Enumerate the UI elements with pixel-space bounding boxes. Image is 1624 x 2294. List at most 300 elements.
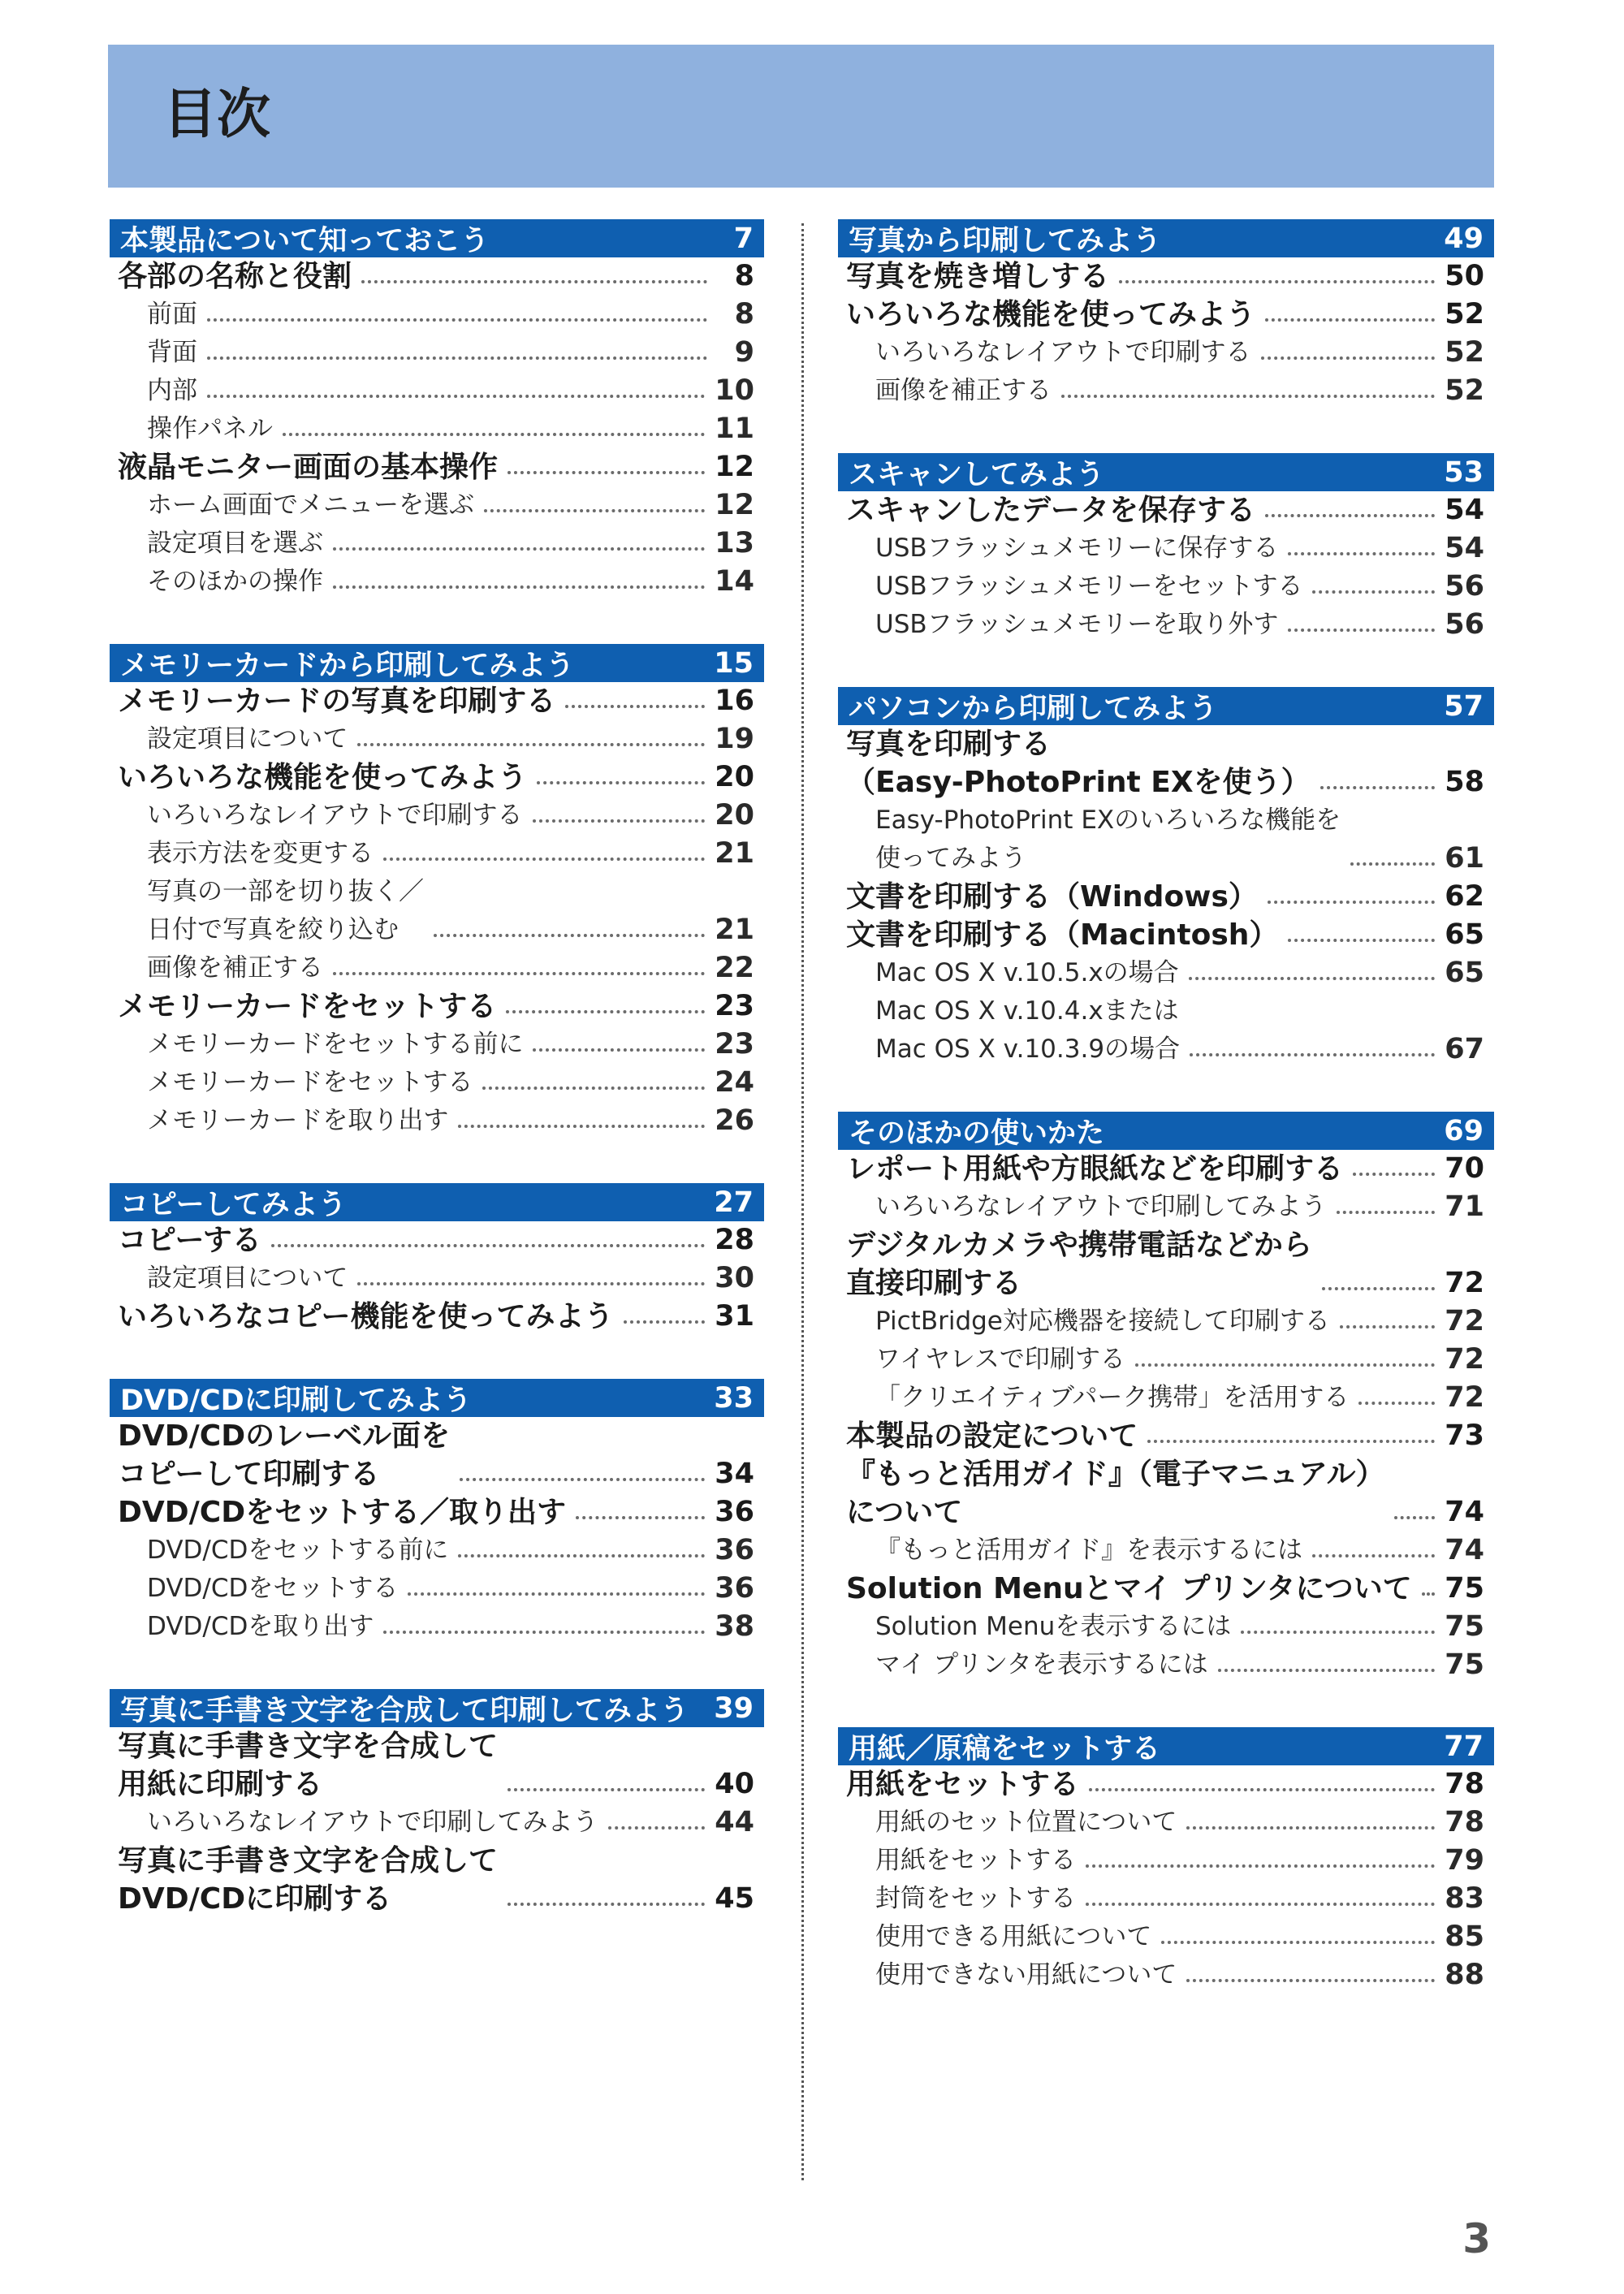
entry-title: 背面 [147,338,197,367]
toc-subentry[interactable] [838,1956,1494,1994]
dot-leader [1288,629,1435,632]
toc-subentry[interactable] [110,296,764,334]
dot-leader [1218,1669,1436,1672]
entry-title: そのほかの操作 [147,567,323,596]
toc-section [110,219,764,601]
toc-subentry[interactable] [838,1646,1494,1684]
entry-page-number: 52 [1445,336,1484,369]
page-number: 3 [1462,2215,1491,2262]
entry-title: 『もっと活用ガイド』を表示するには [875,1536,1303,1565]
entry-page-number: 74 [1445,1496,1484,1528]
entry-page-number: 36 [715,1572,754,1605]
entry-title: 文書を印刷する（Macintosh） [846,918,1279,952]
dot-leader [1422,1592,1435,1596]
dot-leader [207,395,705,398]
entry-title: 操作パネル [147,414,273,443]
dot-leader [565,705,705,708]
toc-entry[interactable] [110,1493,764,1531]
entry-page-number: 23 [715,990,754,1022]
entry-page-number: 8 [734,260,754,292]
entry-page-number: 21 [715,837,754,870]
entry-title: USBフラッシュメモリーに保存する [875,534,1279,563]
dot-leader [357,1282,705,1285]
entry-page-number: 11 [715,413,754,445]
entry-page-number: 75 [1445,1648,1484,1681]
entry-title: 用紙をセットする [875,1846,1077,1875]
entry-page-number: 13 [715,527,754,559]
section-heading[interactable] [110,1689,764,1727]
toc-subentry[interactable] [838,1341,1494,1379]
entry-title: 各部の名称と役割 [118,260,352,293]
entry-title: 内部 [147,376,197,405]
section-heading-title: パソコンから印刷してみよう [849,692,1218,725]
dot-leader [576,1516,705,1519]
entry-title: 写真に手書き文字を合成して 用紙に印刷する [118,1730,499,1801]
section-heading-page: 33 [714,1381,754,1415]
entry-title: 本製品の設定について [846,1419,1138,1453]
dot-leader [1265,514,1435,517]
toc-subentry[interactable] [110,949,764,987]
dot-leader [533,819,706,823]
entry-page-number: 23 [715,1028,754,1061]
section-heading-title: 本製品について知っておこう [120,224,490,257]
entry-page-number: 72 [1445,1381,1484,1414]
entry-page-number: 9 [734,336,754,369]
entry-title: USBフラッシュメモリーをセットする [875,572,1303,601]
entry-title: メモリーカードを取り出す [147,1106,449,1135]
dot-leader [508,471,705,474]
dot-leader [408,1592,705,1596]
entry-page-number: 36 [715,1496,754,1528]
dot-leader [1353,1173,1435,1176]
toc-left-column [110,219,764,1918]
entry-title: PictBridge対応機器を接続して印刷する [875,1307,1330,1336]
toc-subentry[interactable] [838,1303,1494,1341]
entry-page-number: 31 [715,1300,754,1333]
dot-leader [1312,1554,1435,1557]
toc-subentry[interactable] [110,334,764,372]
entry-title: メモリーカードをセットする [118,990,497,1023]
dot-leader [460,1478,705,1481]
entry-page-number: 65 [1445,918,1484,951]
dot-leader [1186,1826,1435,1830]
toc-entry[interactable] [838,1150,1494,1188]
entry-page-number: 12 [715,451,754,483]
dot-leader [383,1631,705,1634]
entry-page-number: 78 [1445,1806,1484,1838]
toc-entry[interactable] [838,1765,1494,1804]
entry-page-number: 65 [1445,957,1484,989]
entry-title: 写真の一部を切り抜く／ 日付で写真を絞り込む [147,877,424,944]
entry-title: 写真を印刷する （Easy-PhotoPrint EXを使う） [846,728,1311,799]
entry-page-number: 52 [1445,298,1484,330]
section-heading-title: 写真から印刷してみよう [849,224,1162,257]
section-heading[interactable] [110,644,764,682]
toc-entry[interactable] [838,878,1494,916]
toc-entry[interactable] [110,758,764,797]
entry-page-number: 72 [1445,1305,1484,1337]
entry-page-number: 61 [1445,842,1484,875]
section-heading[interactable] [838,687,1494,725]
entry-title: DVD/CDのレーベル面を コピーして印刷する [118,1419,451,1491]
entry-title: レポート用紙や方眼紙などを印刷する [846,1152,1344,1186]
entry-title: Easy-PhotoPrint EXのいろいろな機能を 使ってみよう [875,806,1341,873]
entry-title: USBフラッシュメモリーを取り外す [875,610,1279,639]
dot-leader [1288,939,1435,942]
toc-subentry[interactable] [110,1259,764,1298]
column-divider [801,223,804,2180]
entry-page-number: 58 [1445,766,1484,798]
entry-page-number: 71 [1445,1190,1484,1223]
dot-leader [1394,1516,1435,1519]
toc-entry[interactable] [838,1455,1494,1531]
section-gap [838,410,1494,453]
entry-page-number: 85 [1445,1920,1484,1953]
toc-subentry[interactable] [838,992,1494,1069]
entry-title: いろいろなレイアウトで印刷してみよう [875,1192,1327,1221]
entry-title: 設定項目について [147,724,348,754]
toc-entry[interactable] [838,1570,1494,1608]
entry-title: いろいろな機能を使ってみよう [846,298,1256,331]
toc-entry[interactable] [838,257,1494,296]
entry-page-number: 44 [715,1806,754,1838]
entry-page-number: 67 [1445,1033,1484,1065]
toc-subentry[interactable] [110,525,764,563]
entry-page-number: 78 [1445,1768,1484,1800]
toc-entry[interactable] [838,725,1494,801]
dot-leader [508,1788,705,1791]
section-heading-page: 27 [714,1186,754,1219]
dot-leader [333,972,705,975]
entry-page-number: 74 [1445,1534,1484,1566]
entry-page-number: 21 [715,914,754,946]
dot-leader [1340,1325,1435,1328]
section-heading-title: コピーしてみよう [120,1188,347,1221]
toc-subentry[interactable] [838,1608,1494,1646]
dot-leader [333,585,705,589]
dot-leader [1312,590,1435,594]
dot-leader [1119,280,1435,283]
toc-entry[interactable] [110,987,764,1026]
entry-title: デジタルカメラや携帯電話などから 直接印刷する [846,1229,1312,1300]
entry-title: DVD/CDを取り出す [147,1612,374,1641]
toc-subentry[interactable] [838,1379,1494,1417]
dot-leader [1147,1440,1435,1443]
section-heading-page: 49 [1444,222,1484,255]
toc-subentry[interactable] [110,720,764,758]
toc-section [838,219,1494,410]
entry-title: メモリーカードの写真を印刷する [118,685,556,718]
section-heading-page: 7 [733,222,754,255]
section-heading-page: 15 [714,646,754,680]
entry-page-number: 28 [715,1224,754,1256]
toc-subentry[interactable] [110,797,764,835]
dot-leader [1241,1631,1435,1634]
dot-leader [1320,786,1436,789]
toc-subentry[interactable] [110,1064,764,1102]
entry-title: いろいろなコピー機能を使ってみよう [118,1300,614,1333]
entry-page-number: 16 [715,685,754,717]
entry-title: DVD/CDをセットする／取り出す [118,1496,566,1529]
toc-subentry[interactable] [838,334,1494,372]
toc-subentry[interactable] [110,563,764,601]
dot-leader [1135,1363,1435,1367]
toc-entry[interactable] [110,257,764,296]
entry-title: Mac OS X v.10.5.xの場合 [875,958,1179,987]
dot-leader [508,1903,705,1906]
dot-leader [1322,1287,1435,1290]
section-heading-page: 77 [1444,1730,1484,1763]
dot-leader [283,433,705,436]
dot-leader [1086,1903,1435,1906]
toc-subentry[interactable] [110,486,764,525]
entry-page-number: 24 [715,1066,754,1099]
section-heading[interactable] [110,219,764,257]
dot-leader [383,858,705,861]
entry-title: いろいろなレイアウトで印刷する [875,338,1251,367]
entry-page-number: 56 [1445,570,1484,603]
entry-page-number: 19 [715,723,754,755]
entry-title: 封筒をセットする [875,1884,1077,1913]
toc-section [838,1727,1494,1994]
toc-entry[interactable] [110,682,764,720]
section-gap [110,601,764,644]
toc-entry[interactable] [110,1298,764,1336]
dot-leader [1190,1053,1435,1056]
dot-leader [1337,1211,1436,1214]
entry-page-number: 34 [715,1458,754,1490]
section-heading-page: 69 [1444,1114,1484,1147]
toc-subentry[interactable] [110,1531,764,1570]
entry-page-number: 10 [715,374,754,407]
entry-title: 文書を印刷する（Windows） [846,880,1258,914]
section-heading-title: DVD/CDに印刷してみよう [120,1384,472,1417]
entry-page-number: 72 [1445,1343,1484,1376]
toc-section [838,453,1494,644]
entry-title: DVD/CDをセットする前に [147,1536,449,1565]
toc-entry[interactable] [110,1727,764,1804]
section-gap [110,1646,764,1689]
dot-leader [361,280,707,283]
toc-entry[interactable] [110,448,764,486]
toc-subentry[interactable] [110,1026,764,1064]
dot-leader [1350,862,1435,866]
entry-title: いろいろな機能を使ってみよう [118,761,528,794]
entry-title: Mac OS X v.10.4.xまたは Mac OS X v.10.3.9の場合 [875,996,1181,1064]
toc-subentry[interactable] [838,568,1494,606]
dot-leader [1265,318,1435,322]
entry-title: 使用できない用紙について [875,1960,1177,1989]
dot-leader [357,743,705,746]
entry-title: 「クリエイティブパーク携帯」を活用する [875,1383,1350,1412]
entry-title: 写真に手書き文字を合成して DVD/CDに印刷する [118,1844,499,1916]
toc-subentry[interactable] [110,1102,764,1140]
entry-title: 表示方法を変更する [147,839,374,868]
toc-section [110,1689,764,1918]
toc-subentry[interactable] [838,606,1494,644]
toc-subentry[interactable] [838,529,1494,568]
entry-page-number: 45 [715,1882,754,1915]
entry-title: マイ プリンタを表示するには [875,1650,1208,1679]
dot-leader [608,1826,706,1830]
entry-page-number: 20 [715,761,754,793]
dot-leader [1089,1788,1435,1791]
dot-leader [533,1048,705,1052]
dot-leader [333,547,705,551]
entry-page-number: 50 [1445,260,1484,292]
entry-page-number: 73 [1445,1419,1484,1452]
toc-entry[interactable] [838,1417,1494,1455]
section-heading[interactable] [838,219,1494,257]
entry-page-number: 75 [1445,1610,1484,1643]
toc-subentry[interactable] [838,1880,1494,1918]
entry-page-number: 36 [715,1534,754,1566]
section-gap [838,644,1494,687]
toc-section [110,1183,764,1336]
dot-leader [434,934,705,937]
dot-leader [207,318,707,322]
dot-leader [271,1244,706,1247]
toc-entry[interactable] [110,1842,764,1918]
toc-subentry[interactable] [110,410,764,448]
entry-page-number: 88 [1445,1959,1484,1991]
entry-title: 画像を補正する [875,376,1052,405]
entry-title: 前面 [147,300,197,329]
entry-page-number: 52 [1445,374,1484,407]
entry-title: メモリーカードをセットする [147,1068,473,1097]
toc-subentry[interactable] [110,835,764,873]
toc-subentry[interactable] [838,372,1494,410]
toc-entry[interactable] [838,296,1494,334]
entry-page-number: 54 [1445,532,1484,564]
toc-section [838,1112,1494,1684]
dot-leader [1189,977,1436,980]
toc-subentry[interactable] [838,1918,1494,1956]
entry-title: 『もっと活用ガイド』（電子マニュアル） について [846,1458,1385,1529]
dot-leader [1288,552,1435,555]
entry-title: スキャンしたデータを保存する [846,494,1256,527]
section-gap [110,1336,764,1379]
entry-page-number: 62 [1445,880,1484,913]
dot-leader [207,356,707,360]
header-banner [108,45,1494,188]
section-heading-title: スキャンしてみよう [849,458,1105,491]
entry-title: コピーする [118,1224,261,1257]
entry-page-number: 14 [715,565,754,598]
section-heading[interactable] [838,1727,1494,1765]
section-heading-title: 写真に手書き文字を合成して印刷してみよう [120,1694,689,1727]
section-heading-page: 57 [1444,689,1484,723]
toc-subentry[interactable] [110,1804,764,1842]
dot-leader [1268,901,1435,904]
entry-page-number: 22 [715,952,754,984]
toc-entry[interactable] [110,1221,764,1259]
entry-title: 設定項目について [147,1264,348,1293]
toc-entry[interactable] [838,916,1494,954]
toc-entry[interactable] [838,491,1494,529]
entry-page-number: 54 [1445,494,1484,526]
toc-entry[interactable] [838,1226,1494,1303]
entry-title: 用紙をセットする [846,1768,1079,1801]
section-gap [838,1684,1494,1727]
section-gap [838,1069,1494,1112]
entry-title: メモリーカードをセットする前に [147,1030,524,1059]
section-heading[interactable] [110,1379,764,1417]
dot-leader [458,1554,705,1557]
toc-right-column [838,219,1494,1994]
toc-subentry[interactable] [838,1804,1494,1842]
section-heading-page: 53 [1444,456,1484,489]
section-heading[interactable] [838,1112,1494,1150]
dot-leader [1186,1979,1435,1982]
toc-subentry[interactable] [838,801,1494,878]
toc-section [110,644,764,1140]
dot-leader [1358,1402,1435,1405]
entry-title: ホーム画面でメニューを選ぶ [147,490,474,520]
entry-page-number: 70 [1445,1152,1484,1185]
toc-subentry[interactable] [838,1842,1494,1880]
entry-title: Solution Menuとマイ プリンタについて [846,1572,1412,1605]
entry-title: 用紙のセット位置について [875,1808,1177,1837]
toc-subentry[interactable] [110,873,764,949]
toc-subentry[interactable] [110,1608,764,1646]
toc-subentry[interactable] [838,954,1494,992]
section-heading[interactable] [110,1183,764,1221]
toc-subentry[interactable] [110,1570,764,1608]
entry-page-number: 75 [1445,1572,1484,1605]
toc-entry[interactable] [110,1417,764,1493]
entry-page-number: 30 [715,1262,754,1294]
page-title: 目次 [163,83,270,145]
dot-leader [1086,1864,1435,1868]
dot-leader [482,1087,705,1090]
section-heading-title: そのほかの使いかた [849,1117,1105,1150]
toc-section [838,687,1494,1069]
section-heading-title: メモリーカードから印刷してみよう [120,649,575,682]
dot-leader [624,1320,706,1324]
section-heading-page: 39 [714,1691,754,1725]
dot-leader [1261,356,1436,360]
entry-page-number: 72 [1445,1267,1484,1299]
entry-page-number: 83 [1445,1882,1484,1915]
toc-section [110,1379,764,1646]
entry-title: DVD/CDをセットする [147,1574,399,1603]
toc-subentry[interactable] [838,1531,1494,1570]
entry-title: いろいろなレイアウトで印刷する [147,801,523,830]
entry-page-number: 12 [715,489,754,521]
entry-page-number: 26 [715,1104,754,1137]
dot-leader [537,781,705,784]
dot-leader [506,1010,705,1013]
toc-subentry[interactable] [110,372,764,410]
entry-page-number: 40 [715,1768,754,1800]
entry-title: Solution Menuを表示するには [875,1612,1232,1641]
entry-title: ワイヤレスで印刷する [875,1345,1125,1374]
entry-title: 写真を焼き増しする [846,260,1110,293]
section-heading-title: 用紙／原稿をセットする [849,1732,1160,1765]
dot-leader [1061,395,1435,398]
entry-page-number: 79 [1445,1844,1484,1877]
entry-page-number: 38 [715,1610,754,1643]
entry-page-number: 20 [715,799,754,832]
section-gap [110,1140,764,1183]
toc-subentry[interactable] [838,1188,1494,1226]
entry-title: いろいろなレイアウトで印刷してみよう [147,1808,598,1837]
entry-page-number: 56 [1445,608,1484,641]
entry-title: 液晶モニター画面の基本操作 [118,451,499,484]
entry-page-number: 8 [734,298,754,330]
section-heading[interactable] [838,453,1494,491]
